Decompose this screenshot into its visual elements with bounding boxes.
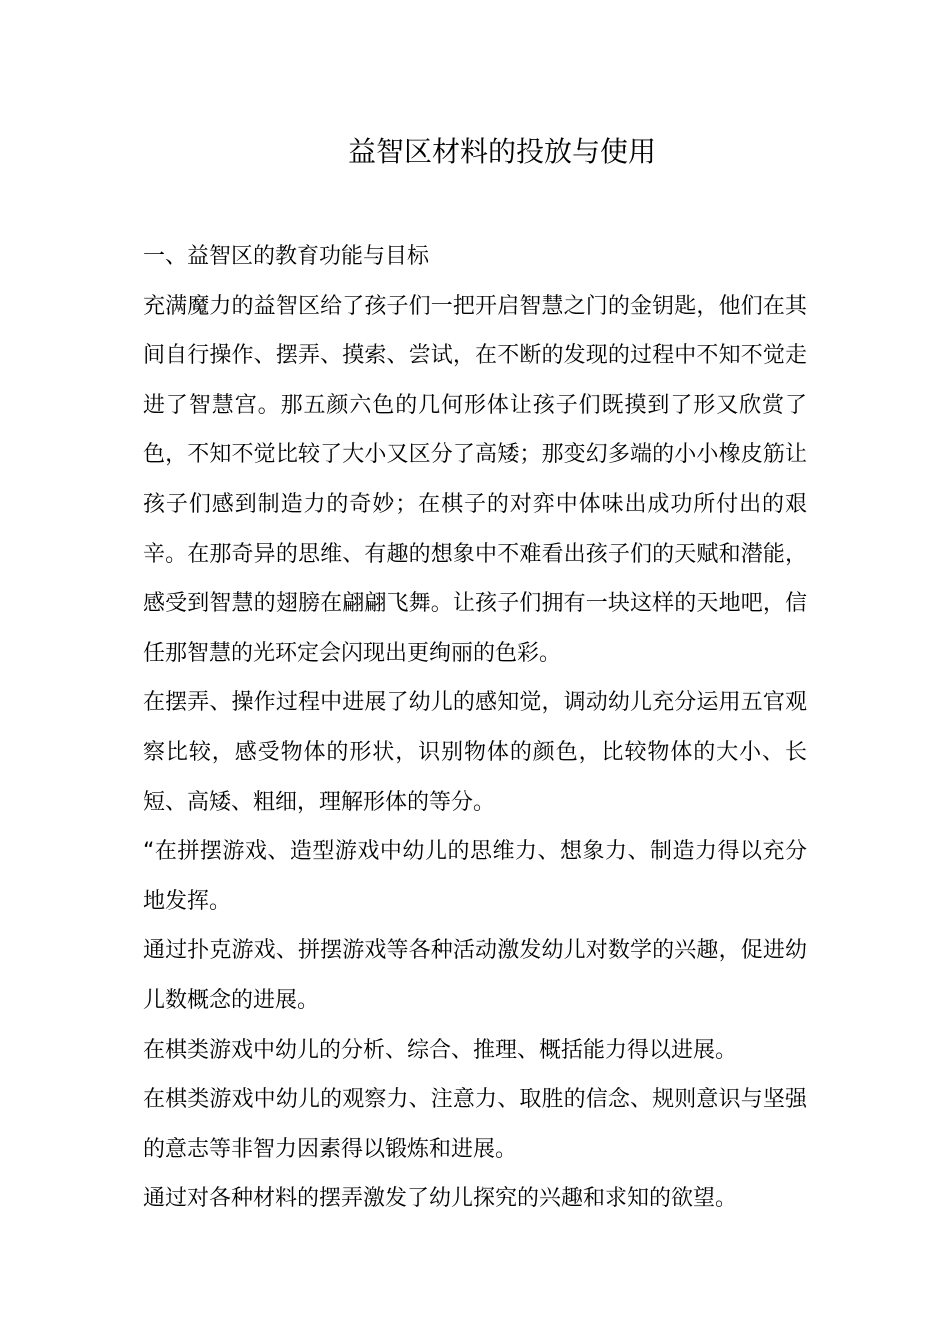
paragraph-chess-reasoning: 在棋类游戏中幼儿的分析、综合、推理、概括能力得以进展。 (143, 1037, 738, 1063)
section-heading: 一、益智区的教育功能与目标 (143, 244, 430, 269)
paragraph-math-interest: 通过扑克游戏、拼摆游戏等各种活动激发幼儿对数学的兴趣，促进幼儿数概念的进展。 (143, 938, 807, 1013)
paragraph-chess-nonintellectual: 在棋类游戏中幼儿的观察力、注意力、取胜的信念、规则意识与坚强的意志等非智力因素得以锻炼和进展。 (143, 1087, 807, 1162)
paragraph-perception: 在摆弄、操作过程中进展了幼儿的感知觉，调动幼儿充分运用五官观察比较，感受物体的形状，识别物体的颜色，比较物体的大小、长短、高矮、粗细，理解形体的等分。 (143, 690, 807, 815)
paragraph-intro: 充满魔力的益智区给了孩子们一把开启智慧之门的金钥匙，他们在其间自行操作、摆弄、摸索、尝试，在不断的发现的过程中不知不觉走进了智慧宫。那五颜六色的几何形体让孩子们既摸到了形又欣赏了色，不知不觉比较了大小又区分了高矮；那变幻多端的小小橡皮筋让孩子们感到制造力的奇妙；在棋子的对弈中体味出成功所付出的艰辛。在那奇异的思维、有趣的想象中不难看出孩子们的天赋和潜能，感受到智慧的翅膀在翩翩飞舞。让孩子们拥有一块这样的天地吧，信任那智慧的光环定会闪现出更绚丽的色彩。 (143, 293, 807, 666)
document-body (143, 232, 807, 1224)
paragraph-exploration: 通过对各种材料的摆弄激发了幼儿探究的兴趣和求知的欲望。 (143, 1186, 738, 1212)
paragraph-creativity: “在拼摆游戏、造型游戏中幼儿的思维力、想象力、制造力得以充分地发挥。 (143, 839, 807, 914)
document-title: 益智区材料的投放与使用 (347, 135, 656, 168)
